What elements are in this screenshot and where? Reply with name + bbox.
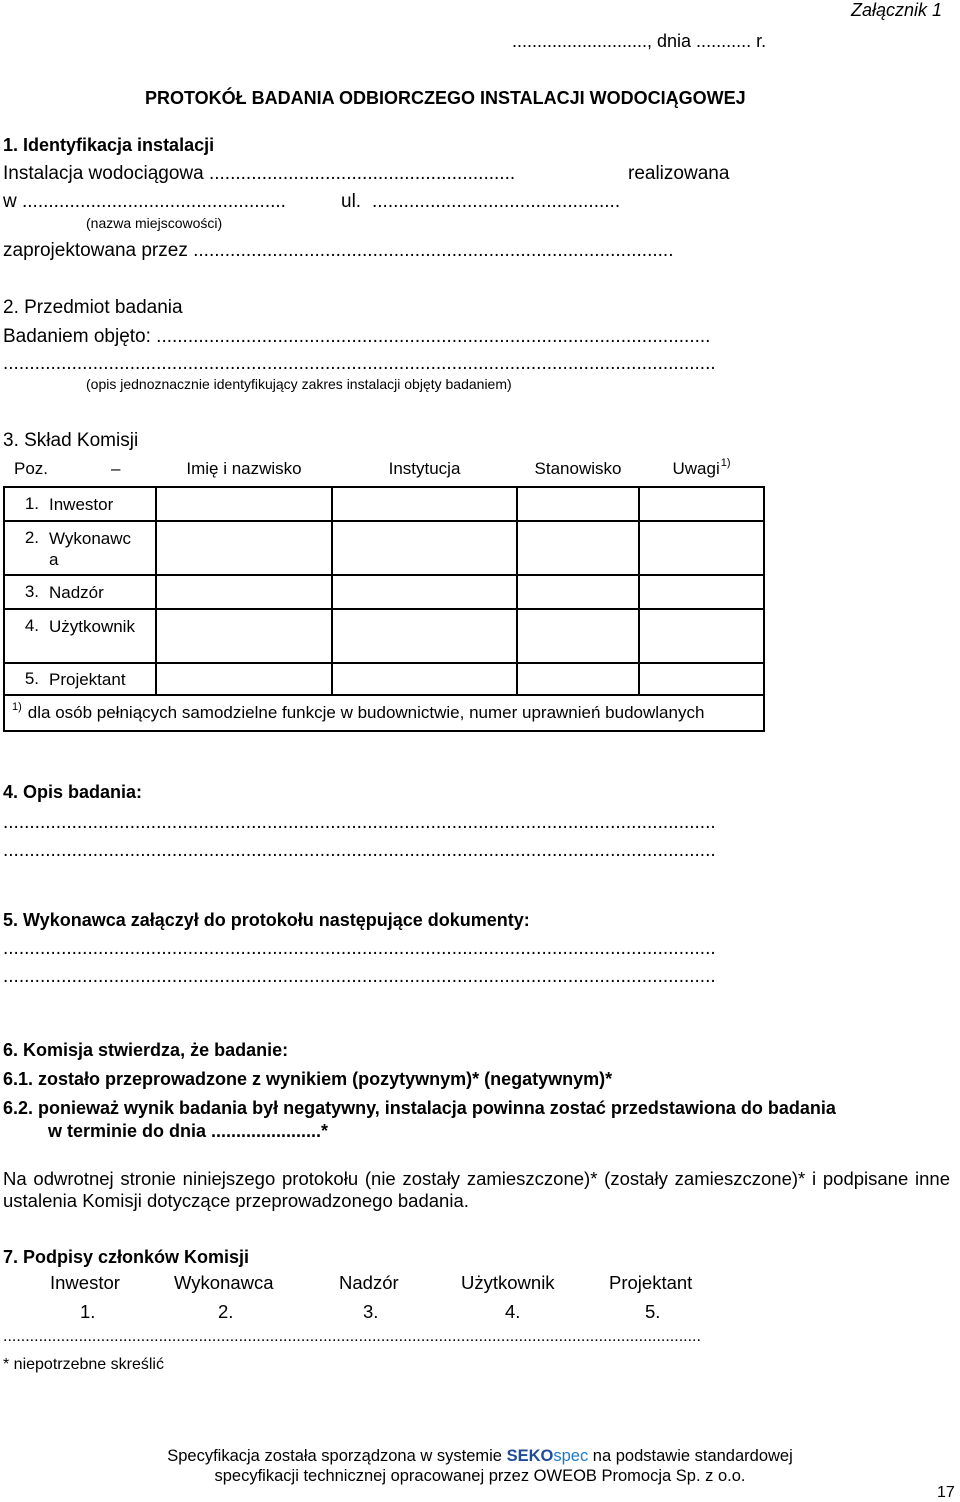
document-title: PROTOKÓŁ BADANIA ODBIORCZEGO INSTALACJI WODOCIĄGOWEJ bbox=[145, 88, 746, 108]
signature-number: 4. bbox=[505, 1301, 521, 1322]
scope-line-2: ....................................................................................................................................... bbox=[3, 353, 716, 374]
unnecessary-note: * niepotrzebne skreślić bbox=[3, 1356, 164, 1373]
signature-role: Projektant bbox=[609, 1272, 693, 1293]
header-remarks: Uwagi$^{1)}$ bbox=[672, 457, 731, 478]
header-position: Stanowisko bbox=[534, 459, 622, 478]
realized-label: realizowana bbox=[628, 163, 730, 184]
scope-note: (opis jednoznacznie identyfikujący zakres instalacji objęty badaniem) bbox=[86, 376, 512, 392]
street-dots: ............................................... bbox=[372, 191, 621, 212]
signature-role: Użytkownik bbox=[461, 1272, 555, 1293]
signature-number: 2. bbox=[218, 1301, 234, 1322]
location-line: w .................................................. bbox=[3, 191, 286, 212]
signature-role: Inwestor bbox=[50, 1272, 120, 1293]
scope-line-1: Badaniem objęto: ......................................................................................................... bbox=[3, 326, 711, 347]
footnote-row bbox=[4, 695, 764, 731]
table-row bbox=[4, 663, 764, 695]
attachment-label: Załącznik 1 bbox=[851, 0, 943, 20]
section3-heading: 3. Skład Komisji bbox=[3, 430, 139, 451]
street-label: ul. bbox=[341, 191, 362, 212]
header-pos: Poz. bbox=[14, 459, 49, 478]
section1-heading: 1. Identyfikacja instalacji bbox=[3, 135, 215, 155]
table-row bbox=[4, 521, 764, 575]
section2-heading: 2. Przedmiot badania bbox=[3, 297, 183, 318]
result-item-2-line-1: 6.2. ponieważ wynik badania był negatywny, instalacja powinna zostać przedstawiona do badania bbox=[3, 1098, 836, 1118]
signature-number: 1. bbox=[80, 1301, 96, 1322]
role-cell: 2. Wykonawca bbox=[4, 521, 156, 575]
footer-line-2: specyfikacji technicznej opracowanej przez OWEOB Promocja Sp. z o.o. bbox=[214, 1467, 746, 1485]
role-cell: 1. Inwestor bbox=[4, 487, 156, 521]
page-number: 17 bbox=[937, 1484, 955, 1501]
section6-heading: 6. Komisja stwierdza, że badanie: bbox=[3, 1040, 289, 1060]
signature-role: Nadzór bbox=[339, 1272, 399, 1293]
role-cell: 3. Nadzór bbox=[4, 575, 156, 609]
sekospec-logo: SEKOspec bbox=[506, 1447, 589, 1465]
installation-line: Instalacja wodociągowa .......................................................... bbox=[3, 163, 516, 184]
description-line-2: ....................................................................................................................................... bbox=[3, 840, 716, 861]
result-item-2-line-2: w terminie do dnia ......................* bbox=[48, 1121, 329, 1141]
date-line: ..........................., dnia ........... r. bbox=[512, 31, 767, 51]
documents-line-1: ....................................................................................................................................... bbox=[3, 938, 716, 959]
signature-role: Wykonawca bbox=[174, 1272, 274, 1293]
header-institution: Instytucja bbox=[388, 459, 461, 478]
description-line-1: ....................................................................................................................................... bbox=[3, 812, 716, 833]
signature-number: 5. bbox=[645, 1301, 661, 1322]
documents-line-2: ....................................................................................................................................... bbox=[3, 966, 716, 987]
commission-table bbox=[3, 452, 765, 732]
reverse-side-paragraph: Na odwrotnej stronie niniejszego protokołu (nie zostały zamieszczone)* (zostały zamieszczone)* i podpisane inne ustalenia Komisji dotyczące przeprowadzonego badania. bbox=[3, 1167, 950, 1211]
header-name: Imię i nazwisko bbox=[186, 459, 302, 478]
section4-heading: 4. Opis badania: bbox=[3, 782, 143, 802]
designer-line: zaprojektowana przez ........................................................................................... bbox=[3, 240, 674, 261]
signature-dots: ............................................................................................................................................................. bbox=[3, 1328, 701, 1345]
table-row bbox=[4, 609, 764, 663]
footnote-cell: $^{1)}$ dla osób pełniących samodzielne funkcje w budownictwie, numer uprawnień budowlanych bbox=[4, 695, 764, 731]
table-row bbox=[4, 487, 764, 521]
header-dash: – bbox=[111, 459, 121, 478]
section7-heading: 7. Podpisy członków Komisji bbox=[3, 1247, 250, 1267]
footer-line-1: Specyfikacja została sporządzona w systemie SEKOspec na podstawie standardowej bbox=[167, 1447, 793, 1465]
role-cell: 5. Projektant bbox=[4, 663, 156, 695]
signature-number: 3. bbox=[363, 1301, 379, 1322]
role-cell: 4. Użytkownik bbox=[4, 609, 156, 663]
section5-heading: 5. Wykonawca załączył do protokołu następujące dokumenty: bbox=[3, 910, 530, 930]
table-row bbox=[4, 575, 764, 609]
location-note: (nazwa miejscowości) bbox=[86, 215, 223, 231]
table-header-row bbox=[4, 452, 764, 487]
result-item-1: 6.1. zostało przeprowadzone z wynikiem (pozytywnym)* (negatywnym)* bbox=[3, 1069, 613, 1089]
